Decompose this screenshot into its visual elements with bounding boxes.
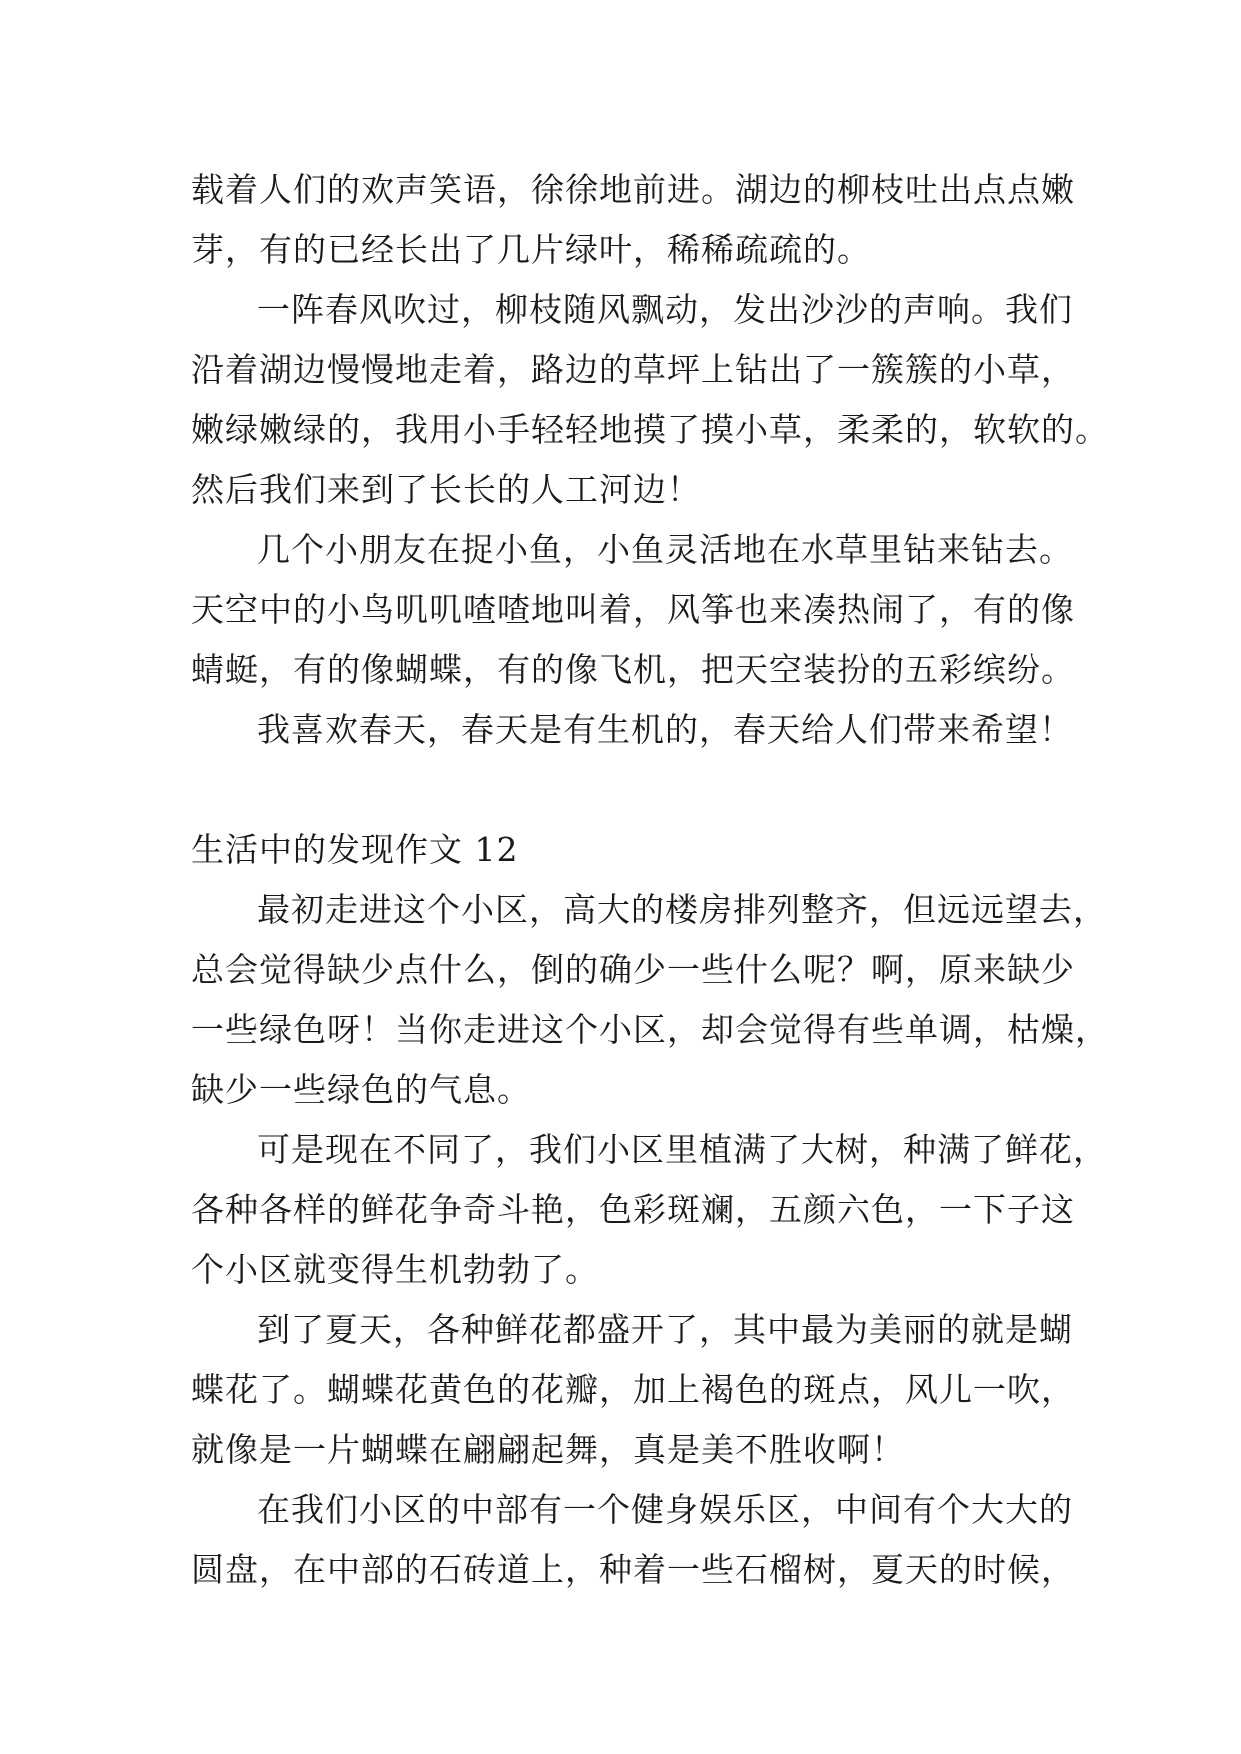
text-line: 天空中的小鸟叽叽喳喳地叫着，风筝也来凑热闹了，有的像 <box>191 590 1075 629</box>
paragraph-start: 在我们小区的中部有一个健身娱乐区，中间有个大大的 <box>257 1490 1073 1529</box>
essay-12 <box>191 820 1109 1600</box>
paragraph-start: 我喜欢春天，春天是有生机的，春天给人们带来希望！ <box>257 710 1073 749</box>
text-line: 一些绿色呀！当你走进这个小区，却会觉得有些单调，枯燥， <box>191 1010 1109 1049</box>
essay-title: 生活中的发现作文 12 <box>191 830 519 869</box>
text-line: 就像是一片蝴蝶在翩翩起舞，真是美不胜收啊！ <box>191 1430 905 1469</box>
paragraph-start: 到了夏天，各种鲜花都盛开了，其中最为美丽的就是蝴 <box>257 1310 1073 1349</box>
paragraph-start: 几个小朋友在捉小鱼，小鱼灵活地在水草里钻来钻去。 <box>257 530 1073 569</box>
text-line: 沿着湖边慢慢地走着，路边的草坪上钻出了一簇簇的小草， <box>191 350 1075 389</box>
text-line: 嫩绿嫩绿的，我用小手轻轻地摸了摸小草，柔柔的，软软的。 <box>191 410 1109 449</box>
text-line: 蝶花了。蝴蝶花黄色的花瓣，加上褐色的斑点，风儿一吹， <box>191 1370 1075 1409</box>
text-line: 缺少一些绿色的气息。 <box>191 1070 531 1109</box>
paragraph-start: 一阵春风吹过，柳枝随风飘动，发出沙沙的声响。我们 <box>257 290 1073 329</box>
text-line: 芽，有的已经长出了几片绿叶，稀稀疏疏的。 <box>191 230 871 269</box>
text-line: 各种各样的鲜花争奇斗艳，色彩斑斓，五颜六色，一下子这 <box>191 1190 1075 1229</box>
section-spacer <box>191 760 1063 820</box>
paragraph-start: 最初走进这个小区，高大的楼房排列整齐，但远远望去， <box>257 890 1107 929</box>
essay-continuation <box>191 160 1109 760</box>
document-page <box>191 160 1109 1600</box>
text-line: 载着人们的欢声笑语，徐徐地前进。湖边的柳枝吐出点点嫩 <box>191 170 1075 209</box>
text-line: 圆盘，在中部的石砖道上，种着一些石榴树，夏天的时候， <box>191 1550 1075 1589</box>
text-line: 蜻蜓，有的像蝴蝶，有的像飞机，把天空装扮的五彩缤纷。 <box>191 650 1075 689</box>
text-line: 然后我们来到了长长的人工河边！ <box>191 470 701 509</box>
paragraph-start: 可是现在不同了，我们小区里植满了大树，种满了鲜花， <box>257 1130 1107 1169</box>
text-line: 总会觉得缺少点什么，倒的确少一些什么呢？啊，原来缺少 <box>191 950 1075 989</box>
text-line: 个小区就变得生机勃勃了。 <box>191 1250 599 1289</box>
